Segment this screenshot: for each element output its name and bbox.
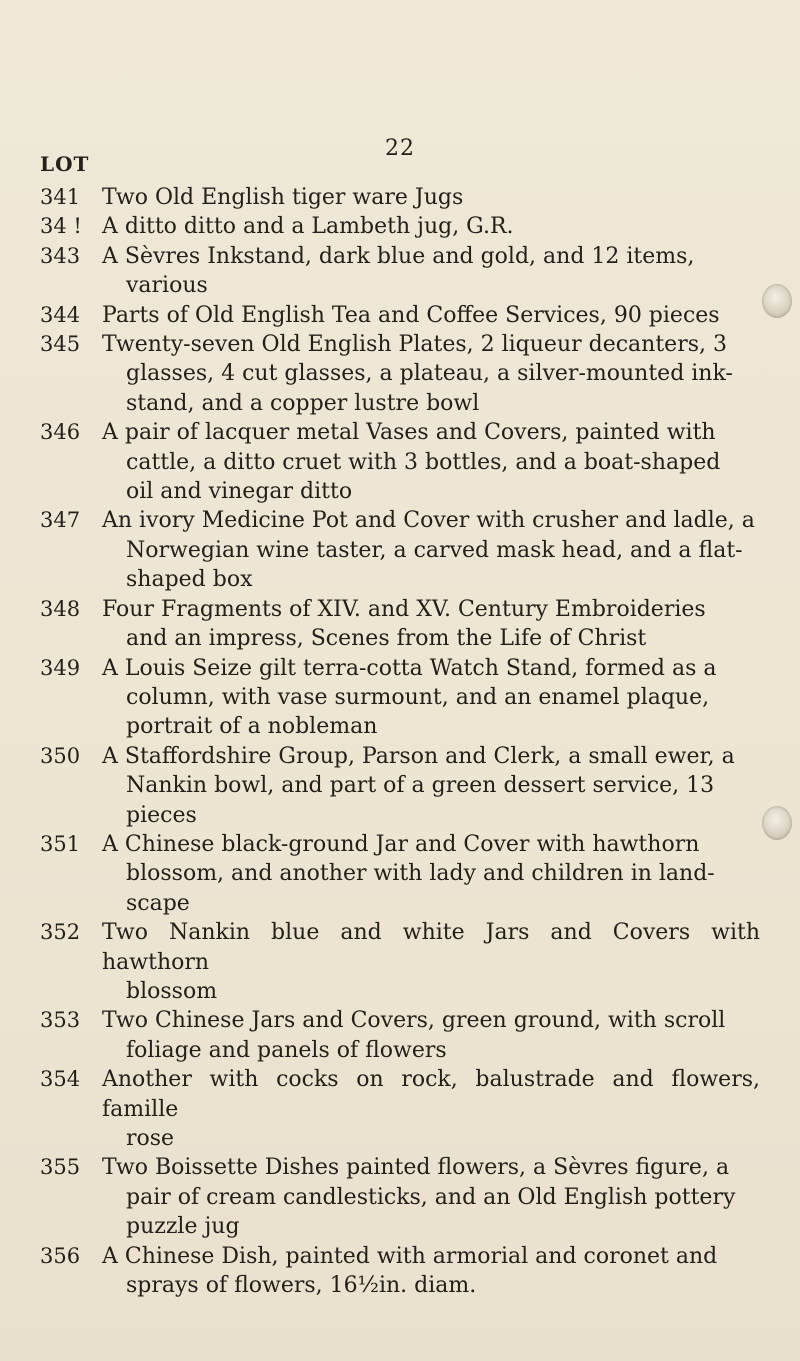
lot-number: 353	[40, 1008, 81, 1033]
lot-entry	[40, 830, 760, 918]
punch-hole-lower	[762, 806, 792, 840]
lot-description-line: rose	[126, 1126, 175, 1151]
lot-description	[102, 830, 760, 918]
lot-description-line: scape	[126, 890, 190, 916]
lot-description-line: blossom	[126, 978, 218, 1004]
lot-entry	[40, 506, 760, 594]
lot-description	[102, 330, 760, 418]
lot-description-line: Four Fragments of XIV. and XV. Century Embroideries	[102, 596, 706, 622]
lot-number: 346	[40, 420, 81, 445]
lot-description-line: A pair of lacquer metal Vases and Covers, painted with	[102, 420, 716, 446]
lot-entry	[40, 742, 760, 830]
lot-description-line: A Chinese black-ground Jar and Cover with hawthorn	[102, 831, 700, 857]
lot-description	[102, 506, 760, 594]
lot-description	[102, 301, 760, 330]
lot-entry	[40, 1242, 760, 1301]
lot-number: 349	[40, 655, 81, 680]
lot-description-line: various	[126, 273, 208, 299]
lot-description	[102, 654, 760, 742]
lot-description-line: An ivory Medicine Pot and Cover with crusher and ladle, a	[102, 508, 755, 534]
lot-list	[40, 183, 760, 1300]
lot-description-line: Nankin bowl, and part of a green dessert service, 13	[126, 773, 715, 799]
punch-hole-upper	[762, 284, 792, 318]
lot-entry	[40, 1006, 760, 1065]
lot-number: 34 !	[40, 214, 82, 239]
lot-description-line: stand, and a copper lustre bowl	[126, 390, 480, 416]
lot-description-line: Two Nankin blue and white Jars and Covers with hawthorn	[102, 920, 760, 975]
lot-description-line: portrait of a nobleman	[126, 714, 378, 740]
lot-description-line: A Chinese Dish, painted with armorial and coronet and	[102, 1243, 718, 1269]
lot-number: 351	[40, 831, 81, 856]
lot-number: 345	[40, 332, 81, 357]
lot-number: 347	[40, 508, 81, 533]
lot-description-line: A ditto ditto and a Lambeth jug, G.R.	[102, 214, 514, 240]
lot-description-line: cattle, a ditto cruet with 3 bottles, and a boat-shaped	[126, 449, 721, 475]
lot-description-line: Norwegian wine taster, a carved mask head, and a flat-	[126, 537, 743, 563]
lot-number: 344	[40, 302, 81, 327]
lot-description-line: and an impress, Scenes from the Life of Christ	[126, 626, 647, 652]
lot-entry	[40, 418, 760, 506]
lot-description-line: Twenty-seven Old English Plates, 2 liqueur decanters, 3	[102, 332, 727, 358]
lot-description-line: Two Chinese Jars and Covers, green ground, with scroll	[102, 1008, 726, 1034]
lot-number: 355	[40, 1155, 81, 1180]
lot-description-line: Another with cocks on rock, balustrade and flowers, famille	[102, 1067, 760, 1122]
lot-description	[102, 418, 760, 506]
lot-description-line: sprays of flowers, 16½in. diam.	[126, 1273, 477, 1299]
lot-description-line: shaped box	[126, 567, 253, 593]
lot-number: 343	[40, 243, 81, 268]
lot-number: 348	[40, 596, 81, 621]
lot-entry	[40, 301, 760, 330]
lot-description-line: column, with vase surmount, and an enamel plaque,	[126, 684, 710, 710]
lot-description	[102, 742, 760, 830]
lot-description-line: A Staffordshire Group, Parson and Clerk, a small ewer, a	[102, 743, 735, 769]
lot-entry	[40, 595, 760, 654]
lot-description	[102, 918, 760, 1006]
lot-entry	[40, 654, 760, 742]
lot-description-line: blossom, and another with lady and children in land-	[126, 861, 715, 887]
lot-number: 354	[40, 1067, 81, 1092]
lot-description-line: glasses, 4 cut glasses, a plateau, a silver-mounted ink-	[126, 361, 733, 387]
lot-description	[102, 1153, 760, 1241]
lot-description	[102, 212, 760, 241]
lot-entry	[40, 918, 760, 1006]
lot-entry	[40, 183, 760, 212]
lot-description-line: puzzle jug	[126, 1214, 240, 1240]
lot-description-line: A Louis Seize gilt terra-cotta Watch Stand, formed as a	[102, 655, 717, 681]
lot-description	[102, 1065, 760, 1153]
page-number: 22	[385, 136, 415, 161]
lot-description-line: Parts of Old English Tea and Coffee Services, 90 pieces	[102, 302, 720, 328]
lot-entry	[40, 1153, 760, 1241]
lot-description-line: foliage and panels of flowers	[126, 1037, 447, 1063]
lot-description	[102, 183, 760, 212]
lot-entry	[40, 242, 760, 301]
lot-description-line: Two Boissette Dishes painted flowers, a Sèvres figure, a	[102, 1155, 730, 1181]
lot-description-line: A Sèvres Inkstand, dark blue and gold, and 12 items,	[102, 243, 695, 269]
lot-description-line: pieces	[126, 802, 197, 828]
lot-entry	[40, 1065, 760, 1153]
lot-entry	[40, 212, 760, 241]
lot-description-line: Two Old English tiger ware Jugs	[102, 185, 464, 210]
lot-description	[102, 242, 760, 301]
lot-description	[102, 1006, 760, 1065]
lot-description-line: oil and vinegar ditto	[126, 479, 353, 505]
lot-number: 352	[40, 920, 81, 945]
lot-description	[102, 1242, 760, 1301]
lot-column-header: LOT	[40, 152, 90, 176]
lot-description	[102, 595, 760, 654]
lot-number: 356	[40, 1243, 81, 1268]
lot-description-line: pair of cream candlesticks, and an Old English pottery	[126, 1184, 736, 1210]
lot-entry	[40, 330, 760, 418]
lot-number: 350	[40, 743, 81, 768]
lot-number: 341	[40, 185, 81, 209]
